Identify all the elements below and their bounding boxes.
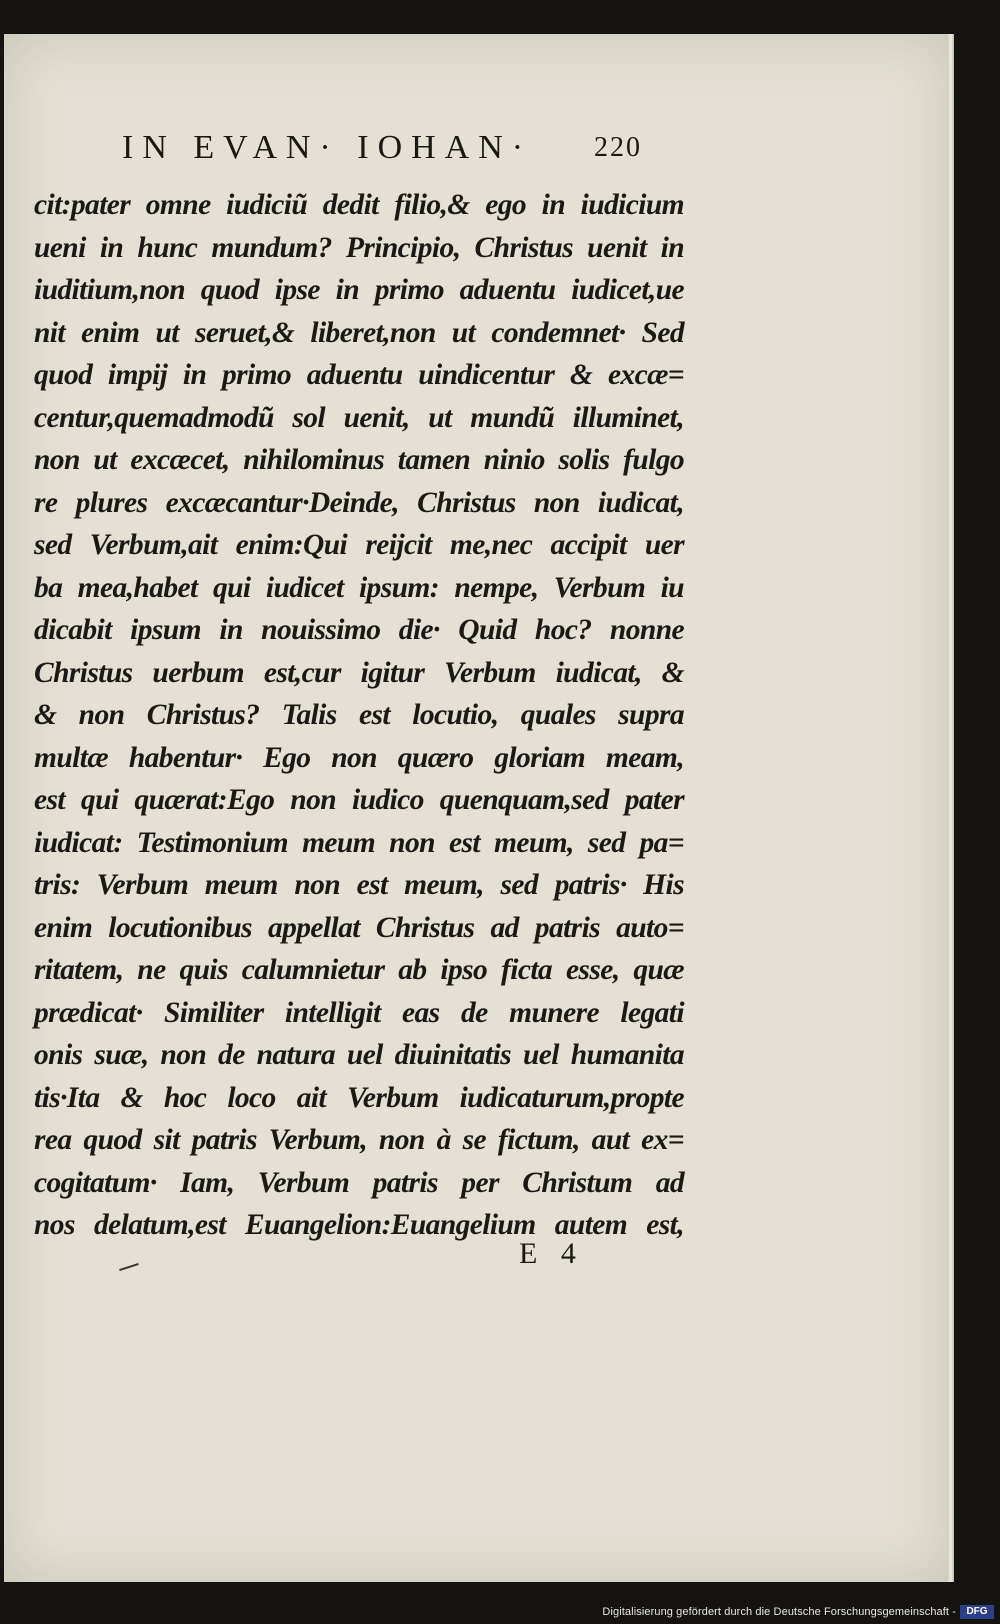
text-line: enim locutionibus appellat Christus ad patris auto=	[34, 911, 684, 944]
text-line: sed Verbum,ait enim:Qui reijcit me,nec accipit uer	[34, 529, 684, 561]
text-line: dicabit ipsum in nouissimo die· Quid hoc? nonne	[34, 614, 684, 646]
footer-bar	[0, 1584, 1000, 1624]
text-line: ba mea,habet qui iudicet ipsum: nempe, Verbum iu	[34, 571, 684, 604]
text-line: nit enim ut seruet,& liberet,non ut condemnet· Sed	[34, 316, 684, 349]
dfg-credit-text: Digitalisierung gefördert durch die Deutsche Forschungsgemeinschaft -	[602, 1606, 956, 1618]
signature-mark: E 4	[519, 1237, 584, 1270]
text-line: quod impij in primo aduentu uindicentur & excæ=	[34, 359, 684, 391]
text-line: cit:pater omne iudiciũ dedit filio,& ego in iudicium	[34, 189, 684, 221]
folio-number: 220	[594, 132, 642, 163]
text-line: ueni in hunc mundum? Principio, Christus uenit in	[34, 231, 684, 264]
text-line: cogitatum· Iam, Verbum patris per Christum ad	[34, 1166, 684, 1199]
text-line: rea quod sit patris Verbum, non à se fictum, aut ex=	[34, 1124, 684, 1156]
dfg-logo-icon: DFG	[960, 1605, 994, 1619]
text-line: nos delatum,est Euangelion:Euangelium autem est,	[34, 1209, 684, 1241]
running-title: IN EVAN· IOHAN·	[122, 129, 533, 166]
text-line: Christus uerbum est,cur igitur Verbum iudicat, &	[34, 656, 684, 689]
body-text	[34, 184, 684, 1247]
text-line: tis·Ita & hoc loco ait Verbum iudicaturum,propte	[34, 1081, 684, 1114]
text-line: multæ habentur· Ego non quæro gloriam meam,	[34, 741, 684, 774]
ink-mark	[119, 1263, 139, 1271]
text-line: & non Christus? Talis est locutio, quales supra	[34, 699, 684, 731]
text-line: re plures excæcantur·Deinde, Christus non iudicat,	[34, 486, 684, 519]
text-line: onis suæ, non de natura uel diuinitatis uel humanita	[34, 1039, 684, 1071]
text-line: iudicat: Testimonium meum non est meum, sed pa=	[34, 826, 684, 859]
text-line: tris: Verbum meum non est meum, sed patris· His	[34, 869, 684, 901]
text-line: iuditium,non quod ipse in primo aduentu iudicet,ue	[34, 274, 684, 306]
text-line: prædicat· Similiter intelligit eas de munere legati	[34, 996, 684, 1029]
text-line: est qui quærat:Ego non iudico quenquam,sed pater	[34, 784, 684, 816]
text-line: centur,quemadmodũ sol uenit, ut mundũ illuminet,	[34, 401, 684, 434]
book-page	[4, 34, 953, 1582]
text-line: ritatem, ne quis calumnietur ab ipso ficta esse, quæ	[34, 954, 684, 986]
running-head	[122, 124, 642, 172]
text-line: non ut excæcet, nihilominus tamen ninio solis fulgo	[34, 444, 684, 476]
